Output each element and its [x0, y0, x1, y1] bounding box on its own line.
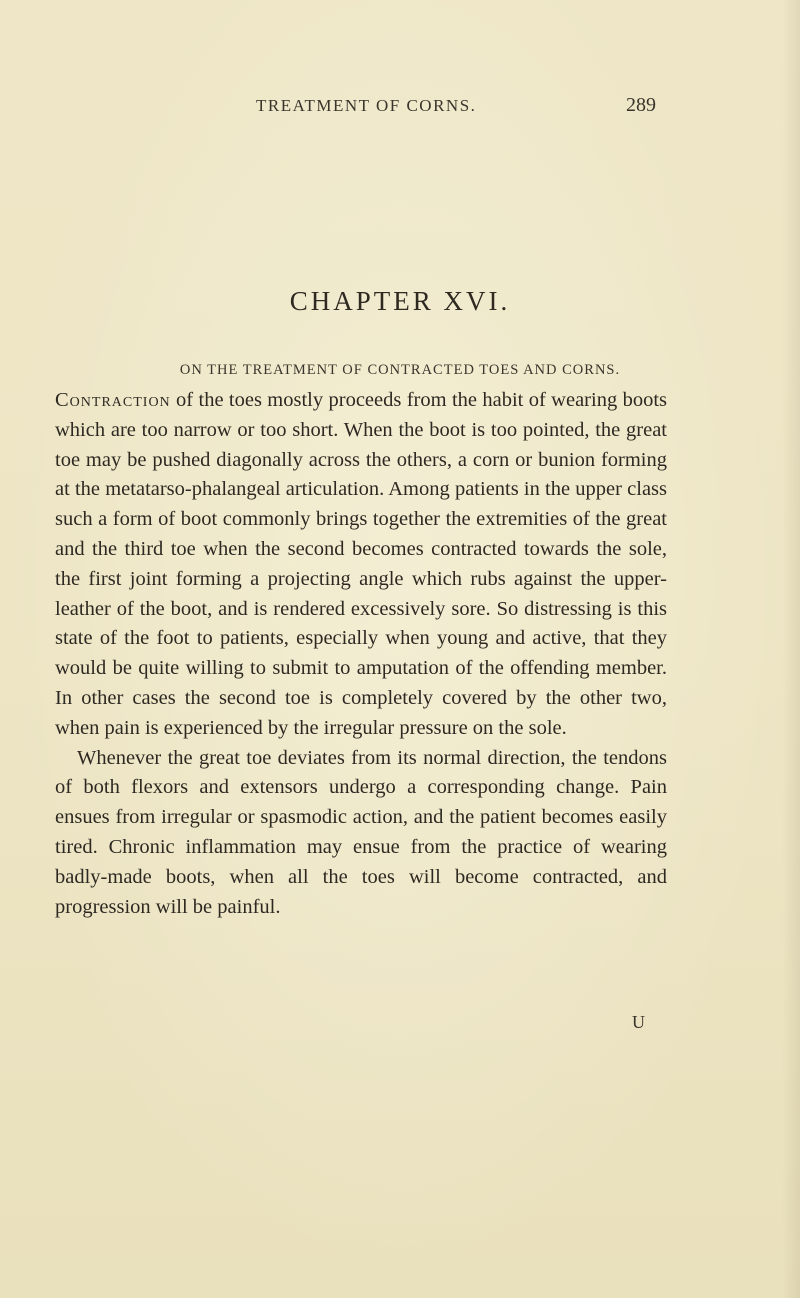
body-text — [55, 386, 667, 922]
paragraph-lead-word: Contraction — [55, 389, 171, 411]
paragraph-2: Whenever the great toe deviates from its normal direction, the tendons of both flexors and extensors undergo a corresponding change. Pain ensues from irregular or spasmodic action, and the patient becomes easily tired. Chronic inflammation may ensue from the practice of wearing badly-made boots, when all the toes will become contracted, and progression will be painful. — [55, 746, 667, 918]
running-head — [256, 96, 656, 120]
page-edge-shadow — [782, 0, 800, 1298]
paragraph-1 — [55, 386, 667, 744]
running-title: TREATMENT OF CORNS. — [256, 96, 477, 115]
paragraph-1-text: of the toes mostly proceeds from the habit of wearing boots which are too narrow or too short. When the boot is too pointed, the great toe may be pushed diagonally across the others, a corn or bunion forming at the metatarso-phalangeal articulation. Among patients in the upper class such a form of boot commonly brings together the extremities of the great and the third toe when the second becomes contracted towards the sole, the first joint forming a projecting angle which rubs against the upper-leather of the boot, and is rendered excessively sore. So distressing is this state of the foot to patients, especially when young and active, that they would be quite willing to submit to amputation of the offending member. In other cases the second toe is completely covered by the other two, when pain is experienced by the irregular pressure on the sole. — [55, 389, 667, 739]
chapter-subtitle: ON THE TREATMENT OF CONTRACTED TOES AND CORNS. — [179, 362, 621, 378]
chapter-title: CHAPTER XVI. — [289, 286, 511, 316]
signature-mark: U — [632, 1012, 645, 1032]
page-number: 289 — [626, 94, 656, 116]
